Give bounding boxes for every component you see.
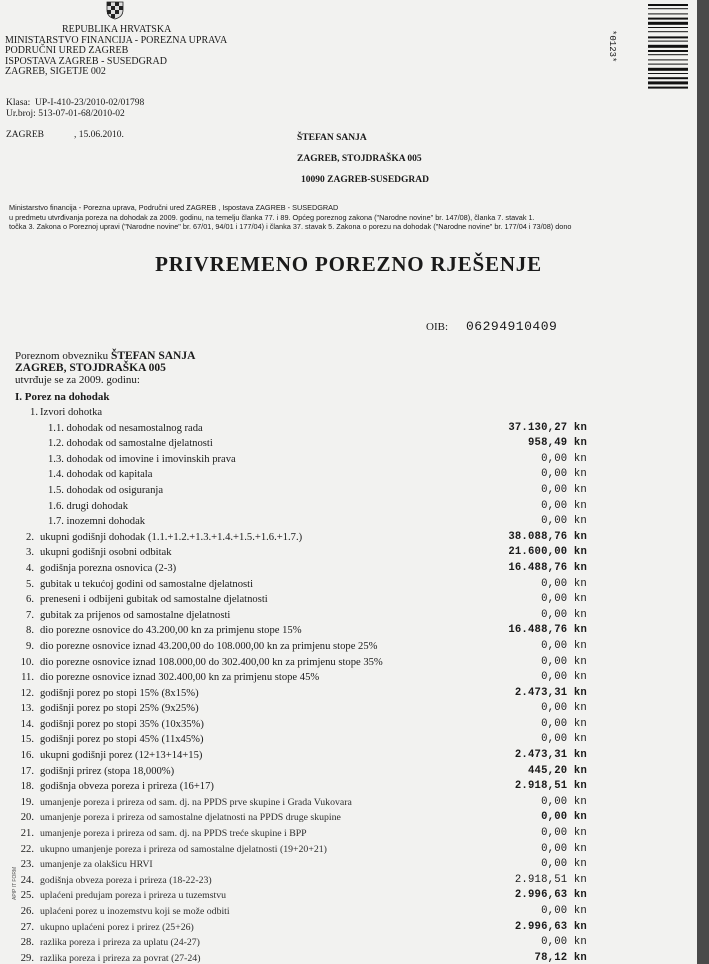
row-number: 22. bbox=[20, 843, 34, 855]
row-label: 1.1. dohodak od nesamostalnog rada bbox=[48, 422, 203, 434]
row-amount: 0,00 kn bbox=[541, 499, 587, 512]
row-label: ukupni godišnji porez (12+13+14+15) bbox=[40, 750, 203, 762]
row-label: razlika poreza i prireza za povrat (27-24) bbox=[40, 952, 201, 964]
row-number: 19. bbox=[20, 796, 34, 808]
table-row bbox=[0, 951, 697, 964]
row-amount: 958,49 kn bbox=[527, 437, 587, 450]
table-row bbox=[0, 467, 697, 483]
row-number: 9. bbox=[26, 640, 34, 652]
row-amount: 2.473,31 kn bbox=[514, 686, 587, 699]
table-row bbox=[0, 436, 697, 452]
urbroj-value: 513-07-01-68/2010-02 bbox=[38, 109, 125, 119]
row-label: razlika poreza i prireza za uplatu (24-27) bbox=[40, 937, 200, 949]
row-amount: 2.918,51 kn bbox=[514, 873, 587, 886]
table-row bbox=[0, 732, 697, 748]
row-label: uplaćeni porez u inozemstvu koji se može odbiti bbox=[40, 906, 230, 917]
row-amount: 16.488,76 kn bbox=[508, 624, 587, 637]
row-label: ukupni godišnji dohodak (1.1.+1.2.+1.3.+1.4.+1.5.+1.6.+1.7.) bbox=[40, 531, 303, 543]
row-number: 28. bbox=[20, 937, 34, 949]
row-amount: 21.600,00 kn bbox=[508, 546, 587, 559]
row-label: godišnji porez po stopi 15% (8x15%) bbox=[40, 687, 199, 699]
row-amount: 0,00 kn bbox=[541, 795, 587, 808]
oib-value: 06294910409 bbox=[466, 319, 558, 334]
table-row bbox=[0, 577, 697, 593]
row-number: 23. bbox=[20, 859, 34, 871]
row-label: ukupni godišnji osobni odbitak bbox=[40, 547, 172, 559]
row-number: 16. bbox=[20, 750, 34, 762]
row-number: 24. bbox=[20, 874, 34, 886]
row-amount: 0,00 kn bbox=[541, 842, 587, 855]
table-row bbox=[0, 826, 697, 842]
table-row bbox=[0, 857, 697, 873]
table-row bbox=[0, 779, 697, 795]
place-date bbox=[6, 130, 154, 140]
row-label: godišnji prirez (stopa 18,000%) bbox=[40, 765, 175, 777]
taxpayer-block bbox=[15, 350, 195, 386]
row-label: umanjenje poreza i prireza od sam. dj. na PPDS prve skupine i Grada Vukovara bbox=[40, 796, 352, 808]
urbroj-label: Ur.broj: bbox=[6, 109, 36, 119]
row-number: 5. bbox=[26, 578, 34, 590]
table-row bbox=[0, 561, 697, 577]
row-label: preneseni i odbijeni gubitak od samostalne djelatnosti bbox=[40, 594, 268, 606]
row-amount: 0,00 kn bbox=[541, 717, 587, 730]
table-row bbox=[0, 514, 697, 530]
table-row bbox=[0, 608, 697, 624]
row-number: 3. bbox=[26, 547, 34, 559]
row-number: 4. bbox=[26, 562, 34, 574]
croatian-coat-of-arms-icon bbox=[106, 0, 124, 20]
table-row bbox=[0, 670, 697, 686]
table-row bbox=[0, 810, 697, 826]
row-amount: 0,00 kn bbox=[541, 733, 587, 746]
row-amount: 0,00 kn bbox=[541, 577, 587, 590]
row-label: godišnja obveza poreza i prireza (16+17) bbox=[40, 781, 214, 793]
barcode-text: *0123* bbox=[607, 30, 617, 63]
branch-office: ISPOSTAVA ZAGREB - SUSEDGRAD bbox=[5, 55, 167, 67]
row-amount: 0,00 kn bbox=[541, 811, 587, 824]
row-number: 6. bbox=[26, 594, 34, 606]
branch-address: ZAGREB, SIGETJE 002 bbox=[5, 66, 106, 77]
legal-line: Ministarstvo financija - Porezna uprava, Područni ured ZAGREB , Ispostava ZAGREB - SUSEDGRAD bbox=[9, 203, 339, 212]
table-row bbox=[0, 920, 697, 936]
row-amount: 2.473,31 kn bbox=[514, 749, 587, 762]
row-amount: 445,20 kn bbox=[527, 764, 587, 777]
table-row bbox=[0, 623, 697, 639]
row-number: 20. bbox=[20, 812, 34, 824]
side-form-code: APIP IT FORM bbox=[12, 866, 18, 900]
row-label: dio porezne osnovice do 43.200,00 kn za primjenu stope 15% bbox=[40, 625, 302, 637]
row-label: dio porezne osnovice iznad 302.400,00 kn za primjenu stope 45% bbox=[40, 672, 320, 684]
row-number: 7. bbox=[26, 609, 34, 621]
klasa-value: UP-I-410-23/2010-02/01798 bbox=[35, 98, 145, 108]
ministry-name: MINISTARSTVO FINANCIJA - POREZNA UPRAVA bbox=[5, 34, 228, 46]
table-row bbox=[0, 686, 697, 702]
table-row bbox=[0, 795, 697, 811]
regional-office: PODRUČNI URED ZAGREB bbox=[5, 45, 129, 56]
row-label: godišnja obveza poreza i prireza (18-22-23) bbox=[40, 874, 212, 886]
legal-line: u predmetu utvrđivanja poreza na dohodak za 2009. godinu, na temelju članka 77. i 89. Općeg poreznog zakona ("Narodne novine" br. 147/08), članka 7. stavak 1. bbox=[9, 212, 535, 222]
row-label: ukupno uplaćeni porez i prirez (25+26) bbox=[40, 921, 194, 933]
country-name: REPUBLIKA HRVATSKA bbox=[62, 24, 172, 35]
row-label: uplaćeni predujam poreza i prireza u tuzemstvu bbox=[40, 890, 227, 902]
row-amount: 0,00 kn bbox=[541, 515, 587, 528]
row-label: godišnja porezna osnovica (2-3) bbox=[40, 562, 177, 574]
table-row bbox=[0, 701, 697, 717]
table-row bbox=[0, 935, 697, 951]
barcode-icon bbox=[648, 4, 688, 116]
row-label: gubitak u tekućoj godini od samostalne djelatnosti bbox=[40, 578, 254, 590]
taxpayer-name: ŠTEFAN SANJA bbox=[110, 350, 196, 362]
row-number: 21. bbox=[20, 828, 34, 840]
table-row bbox=[0, 530, 697, 546]
row-amount: 0,00 kn bbox=[541, 905, 587, 917]
row-number: 10. bbox=[20, 656, 34, 668]
recipient-postal: 10090 ZAGREB-SUSEDGRAD bbox=[301, 175, 430, 185]
row-number: 17. bbox=[20, 765, 34, 777]
row-label: umanjenje poreza i prireza od samostalne djelatnosti na PPDS druge skupine bbox=[40, 812, 341, 824]
row-amount: 0,00 kn bbox=[541, 655, 587, 668]
row-label: Izvori dohotka bbox=[40, 407, 103, 418]
table-row bbox=[0, 764, 697, 780]
table-row bbox=[0, 499, 697, 515]
row-amount: 0,00 kn bbox=[541, 483, 587, 496]
table-row bbox=[0, 639, 697, 655]
row-label: godišnji porez po stopi 25% (9x25%) bbox=[40, 703, 199, 715]
row-number: 2. bbox=[26, 531, 34, 543]
table-row bbox=[0, 904, 697, 920]
row-label: 1.7. inozemni dohodak bbox=[48, 516, 146, 528]
row-number: 27. bbox=[20, 921, 34, 933]
taxpayer-intro: Poreznom obvezniku bbox=[15, 350, 109, 362]
row-number: 26. bbox=[20, 906, 34, 917]
row-amount: 0,00 kn bbox=[541, 608, 587, 621]
legal-line: točka 3. Zakona o Poreznoj upravi ("Narodne novine" br. 67/01, 94/01 i 177/04) i članka 37. stavak 5. Zakona o porezu na dohodak ("Narodne novine" br. 177/04 i 73/08) dono bbox=[9, 222, 572, 231]
row-amount: 78,12 kn bbox=[534, 951, 587, 964]
issuer-header bbox=[5, 25, 227, 78]
row-label: godišnji porez po stopi 35% (10x35%) bbox=[40, 718, 204, 730]
table-row bbox=[0, 421, 697, 437]
table-row bbox=[0, 873, 697, 889]
taxpayer-address: ZAGREB, STOJDRAŠKA 005 bbox=[15, 362, 166, 374]
row-number: 29. bbox=[20, 952, 34, 964]
row-amount: 0,00 kn bbox=[541, 468, 587, 481]
row-number: 8. bbox=[26, 625, 34, 637]
row-amount: 0,00 kn bbox=[541, 936, 587, 949]
row-amount: 2.996,63 kn bbox=[514, 920, 587, 933]
row-amount: 0,00 kn bbox=[541, 827, 587, 840]
row-amount: 0,00 kn bbox=[541, 702, 587, 715]
table-row bbox=[0, 545, 697, 561]
taxpayer-statement: utvrđuje se za 2009. godinu: bbox=[15, 374, 140, 386]
table-row bbox=[0, 483, 697, 499]
oib-field bbox=[426, 319, 557, 334]
section-title: I. Porez na dohodak bbox=[15, 391, 110, 403]
row-amount: 2.996,63 kn bbox=[514, 889, 587, 902]
row-amount: 0,00 kn bbox=[541, 671, 587, 684]
row-label: umanjenje poreza i prireza od sam. dj. na PPDS treće skupine i BPP bbox=[40, 828, 307, 840]
row-number: 12. bbox=[20, 687, 34, 699]
recipient-name: ŠTEFAN SANJA bbox=[297, 133, 367, 143]
row-label: 1.6. drugi dohodak bbox=[48, 500, 129, 512]
recipient-address bbox=[297, 128, 429, 191]
row-amount: 2.918,51 kn bbox=[514, 780, 587, 793]
document-title: PRIVREMENO POREZNO RJEŠENJE bbox=[155, 252, 542, 276]
row-label: 1.4. dohodak od kapitala bbox=[48, 469, 153, 481]
row-amount: 38.088,76 kn bbox=[508, 530, 587, 543]
klasa-label: Klasa: bbox=[6, 98, 31, 108]
row-number: 18. bbox=[20, 781, 34, 793]
row-number: 15. bbox=[20, 734, 34, 746]
reference-numbers bbox=[6, 98, 144, 120]
table-row bbox=[0, 717, 697, 733]
row-number: 13. bbox=[20, 703, 34, 715]
row-label: godišnji porez po stopi 45% (11x45%) bbox=[40, 734, 204, 746]
row-amount: 0,00 kn bbox=[541, 639, 587, 652]
table-row bbox=[0, 452, 697, 468]
row-label: ukupno umanjenje poreza i prireza od samostalne djelatnosti (19+20+21) bbox=[40, 843, 327, 855]
row-label: 1.3. dohodak od imovine i imovinskih prava bbox=[48, 453, 236, 465]
row-number: 11. bbox=[21, 672, 34, 684]
legal-basis bbox=[9, 203, 571, 232]
row-number: 1. bbox=[30, 407, 38, 418]
table-row bbox=[0, 405, 697, 421]
table-row bbox=[0, 748, 697, 764]
row-amount: 16.488,76 kn bbox=[508, 561, 587, 574]
row-number: 14. bbox=[20, 718, 34, 730]
row-amount: 0,00 kn bbox=[541, 593, 587, 606]
row-number: 25. bbox=[20, 890, 34, 902]
row-label: 1.5. dohodak od osiguranja bbox=[48, 484, 164, 496]
row-label: dio porezne osnovice iznad 108.000,00 do 302.400,00 kn za primjenu stope 35% bbox=[40, 656, 383, 668]
place: ZAGREB bbox=[6, 130, 44, 140]
row-amount: 0,00 kn bbox=[541, 452, 587, 465]
oib-label: OIB: bbox=[426, 321, 448, 333]
row-amount: 37.130,27 kn bbox=[508, 421, 587, 434]
table-row bbox=[0, 888, 697, 904]
scan-edge bbox=[697, 0, 709, 964]
table-row bbox=[0, 655, 697, 671]
income-tax-table bbox=[0, 405, 697, 964]
row-label: gubitak za prijenos od samostalne djelatnosti bbox=[40, 609, 231, 621]
date: , 15.06.2010. bbox=[74, 130, 124, 140]
row-label: dio porezne osnovice iznad 43.200,00 do 108.000,00 kn za primjenu stope 25% bbox=[40, 640, 378, 652]
row-amount: 0,00 kn bbox=[541, 858, 587, 871]
row-label: 1.2. dohodak od samostalne djelatnosti bbox=[48, 438, 213, 450]
table-row bbox=[0, 592, 697, 608]
table-row bbox=[0, 842, 697, 858]
recipient-street: ZAGREB, STOJDRAŠKA 005 bbox=[297, 154, 422, 164]
row-label: umanjenje za olakšicu HRVI bbox=[40, 859, 153, 871]
